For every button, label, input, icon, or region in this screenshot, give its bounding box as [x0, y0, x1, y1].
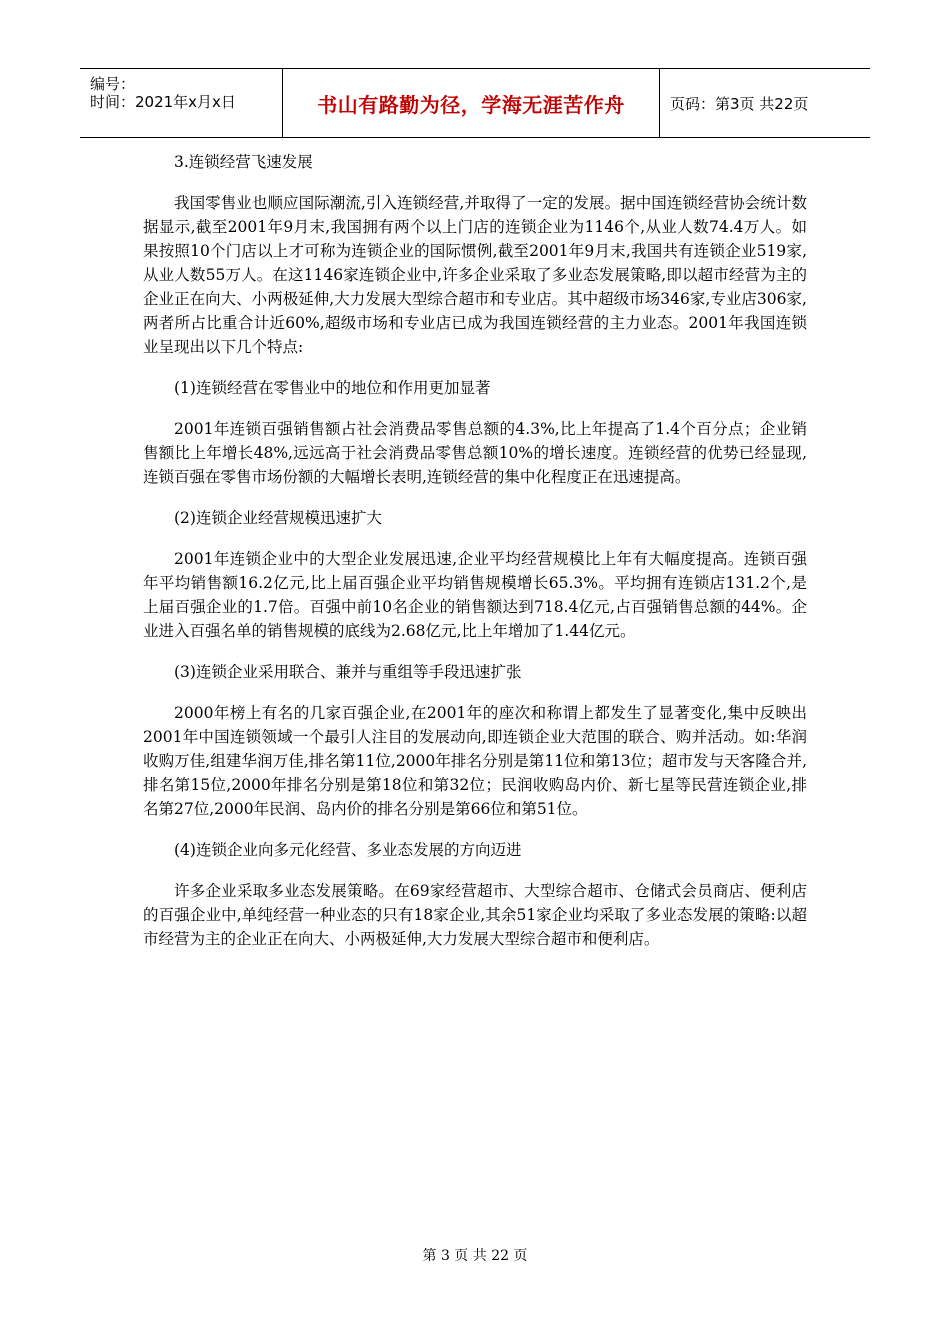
- motto-text: 书山有路勤为径，学海无涯苦作舟: [317, 92, 625, 117]
- paragraph-1: 2001年连锁百强销售额占社会消费品零售总额的4.3%,比上年提高了1.4个百分点；企业销售额比上年增长48%,远远高于社会消费品零售总额10%的增长速度。连锁经营的优势已经显现,连锁百强在零售市场份额的大幅增长表明,连锁经营的集中化程度正在迅速提高。: [143, 420, 807, 486]
- header-left-cell: [80, 69, 283, 137]
- paragraph-intro: 我国零售业也顺应国际潮流,引入连锁经营,并取得了一定的发展。据中国连锁经营协会统计数据显示,截至2001年9月末,我国拥有两个以上门店的连锁企业为1146个,从业人数74.4万人。如果按照10个门店以上才可称为连锁企业的国际惯例,截至2001年9月末,我国共有连锁企业519家,从业人数55万人。在这1146家连锁企业中,许多企业采取了多业态发展策略,即以超市经营为主的企业正在向大、小两极延伸,大力发展大型综合超市和专业店。其中超级市场346家,专业店306家,两者所占比重合计近60%,超级市场和专业店已成为我国连锁经营的主力业态。2001年我国连锁业呈现出以下几个特点:: [143, 194, 807, 356]
- header-motto-cell: [283, 69, 660, 137]
- header-right-cell: [660, 69, 870, 137]
- paragraph-2: 2001年连锁企业中的大型企业发展迅速,企业平均经营规模比上年有大幅度提高。连锁百强年平均销售额16.2亿元,比上届百强企业平均销售规模增长65.3%。平均拥有连锁店131.2个,是上届百强企业的1.7倍。百强中前10名企业的销售额达到718.4亿元,占百强销售总额的44%。企业进入百强名单的销售规模的底线为2.68亿元,比上年增加了1.44亿元。: [143, 550, 807, 640]
- subheading-2: (2)连锁企业经营规模迅速扩大: [174, 509, 382, 527]
- subheading-4: (4)连锁企业向多元化经营、多业态发展的方向迈进: [174, 841, 522, 859]
- page-header: [80, 68, 870, 138]
- section-title: 3.连锁经营飞速发展: [174, 153, 313, 171]
- paragraph-3: 2000年榜上有名的几家百强企业,在2001年的座次和称谓上都发生了显著变化,集中反映出2001年中国连锁领域一个最引人注目的发展动向,即连锁企业大范围的联合、购并活动。如:华润收购万佳,组建华润万佳,排名第11位,2000年排名分别是第11位和第13位；超市发与天客隆合并,排名第15位,2000年排名分别是第18位和第32位；民润收购岛内价、新七星等民营连锁企业,排名第27位,2000年民润、岛内价的排名分别是第66位和第51位。: [143, 704, 807, 818]
- document-number-label: 编号：: [90, 75, 136, 93]
- page-info: 页码：第3页 共22页: [670, 94, 809, 113]
- paragraph-4: 许多企业采取多业态发展策略。在69家经营超市、大型综合超市、仓储式会员商店、便利店的百强企业中,单纯经营一种业态的只有18家企业,其余51家企业均采取了多业态发展的策略:以超市经营为主的企业正在向大、小两极延伸,大力发展大型综合超市和便利店。: [143, 882, 807, 948]
- date-label: 时间：2021年x月x日: [90, 93, 236, 111]
- subheading-1: (1)连锁经营在零售业中的地位和作用更加显著: [174, 379, 491, 397]
- document-body: [143, 150, 807, 968]
- page-footer: 第 3 页 共 22 页: [422, 1248, 528, 1264]
- subheading-3: (3)连锁企业采用联合、兼并与重组等手段迅速扩张: [174, 663, 522, 681]
